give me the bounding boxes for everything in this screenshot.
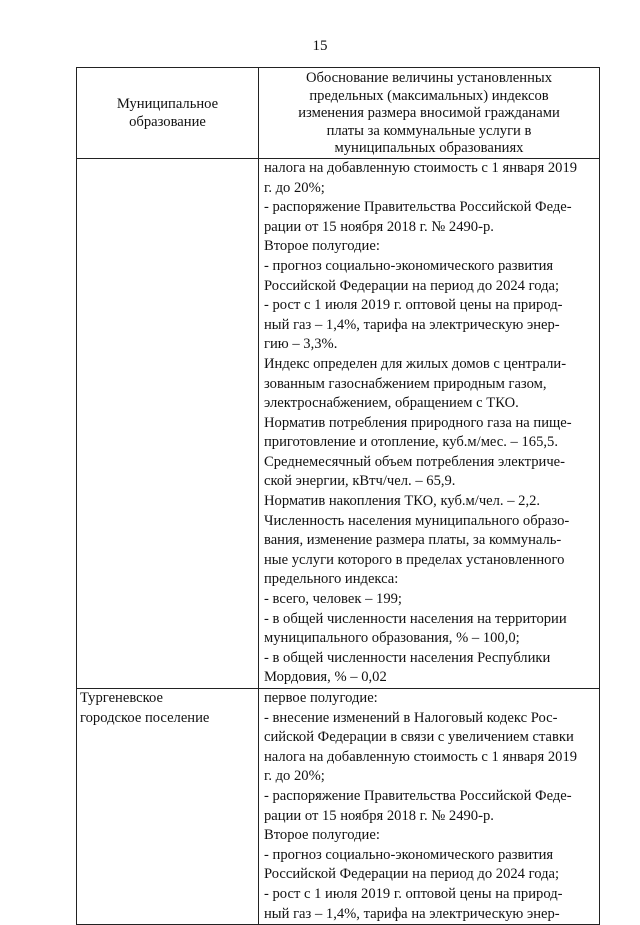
text-line: Норматив потребления природного газа на пище- bbox=[264, 414, 572, 431]
header-municipality bbox=[77, 68, 259, 159]
text-line: вания, изменение размера платы, за коммуналь- bbox=[264, 532, 562, 549]
text-line: зованным газоснабжением природным газом, bbox=[264, 375, 547, 392]
text-line: муниципального образования, % – 100,0; bbox=[264, 630, 520, 647]
header-text-line: платы за коммунальные услуги в bbox=[326, 122, 532, 139]
text-line: ный газ – 1,4%, тарифа на электрическую энер- bbox=[264, 905, 560, 922]
text-line: Численность населения муниципального образо- bbox=[264, 512, 570, 529]
text-line: - в общей численности населения на территории bbox=[264, 610, 567, 627]
text-line: Мордовия, % – 0,02 bbox=[264, 669, 387, 686]
text-line: Российской Федерации на период до 2024 года; bbox=[264, 277, 560, 294]
text-line: Второе полугодие: bbox=[264, 827, 380, 844]
text-line: ской энергии, кВтч/чел. – 65,9. bbox=[264, 473, 456, 490]
header-text-line: Муниципальное bbox=[116, 95, 219, 112]
text-line: Норматив накопления ТКО, куб.м/чел. – 2,2. bbox=[264, 493, 541, 510]
text-line: электроснабжением, обращением с ТКО. bbox=[264, 395, 519, 412]
text-line: - прогноз социально-экономического развития bbox=[264, 257, 554, 274]
text-line: налога на добавленную стоимость с 1 января 2019 bbox=[264, 748, 578, 765]
text-line: - всего, человек – 199; bbox=[264, 591, 402, 608]
justification-cell bbox=[259, 689, 600, 925]
justification-table bbox=[76, 67, 600, 925]
text-line: - рост с 1 июля 2019 г. оптовой цены на природ- bbox=[264, 297, 563, 314]
text-line: налога на добавленную стоимость с 1 января 2019 bbox=[264, 159, 578, 176]
text-line: - распоряжение Правительства Российской Феде- bbox=[264, 787, 572, 804]
municipality-name-line: Тургеневское bbox=[80, 690, 163, 706]
text-line: г. до 20%; bbox=[264, 768, 325, 785]
text-line: Среднемесячный объем потребления электриче- bbox=[264, 453, 566, 470]
text-line: сийской Федерации в связи с увеличением ставки bbox=[264, 729, 574, 746]
municipality-cell bbox=[77, 689, 259, 925]
table-header-row bbox=[77, 68, 600, 159]
text-line: - прогноз социально-экономического развития bbox=[264, 846, 554, 863]
table-row bbox=[77, 158, 600, 688]
header-text-line: Обоснование величины установленных bbox=[305, 70, 552, 86]
header-text-line: предельных (максимальных) индексов bbox=[309, 87, 549, 104]
table-row bbox=[77, 689, 600, 925]
text-line: приготовление и отопление, куб.м/мес. – 165,5. bbox=[264, 434, 558, 451]
text-line: ные услуги которого в пределах установленного bbox=[264, 551, 565, 568]
page-number: 15 bbox=[312, 38, 328, 54]
municipality-cell bbox=[77, 158, 259, 688]
text-line: рации от 15 ноября 2018 г. № 2490-р. bbox=[264, 807, 494, 824]
text-line: Российской Федерации на период до 2024 года; bbox=[264, 866, 560, 883]
header-text-line: изменения размера вносимой гражданами bbox=[298, 105, 560, 122]
text-line: - распоряжение Правительства Российской Феде- bbox=[264, 199, 572, 216]
municipality-name-line: городское поселение bbox=[80, 709, 210, 726]
header-text-line: муниципальных образованиях bbox=[334, 140, 524, 157]
text-line: Индекс определен для жилых домов с централи- bbox=[264, 355, 567, 372]
text-line: - в общей численности населения Республики bbox=[264, 649, 551, 666]
text-line: гию – 3,3%. bbox=[264, 336, 338, 353]
text-line: - внесение изменений в Налоговый кодекс Рос- bbox=[264, 709, 558, 726]
text-line: ный газ – 1,4%, тарифа на электрическую энер- bbox=[264, 316, 560, 333]
header-justification bbox=[259, 68, 600, 159]
text-line: г. до 20%; bbox=[264, 179, 325, 196]
justification-cell bbox=[259, 158, 600, 688]
text-line: рации от 15 ноября 2018 г. № 2490-р. bbox=[264, 218, 494, 235]
header-text-line: образование bbox=[129, 113, 206, 130]
text-line: - рост с 1 июля 2019 г. оптовой цены на природ- bbox=[264, 885, 563, 902]
text-line: Второе полугодие: bbox=[264, 238, 380, 255]
text-line: первое полугодие: bbox=[264, 690, 378, 706]
text-line: предельного индекса: bbox=[264, 571, 399, 588]
